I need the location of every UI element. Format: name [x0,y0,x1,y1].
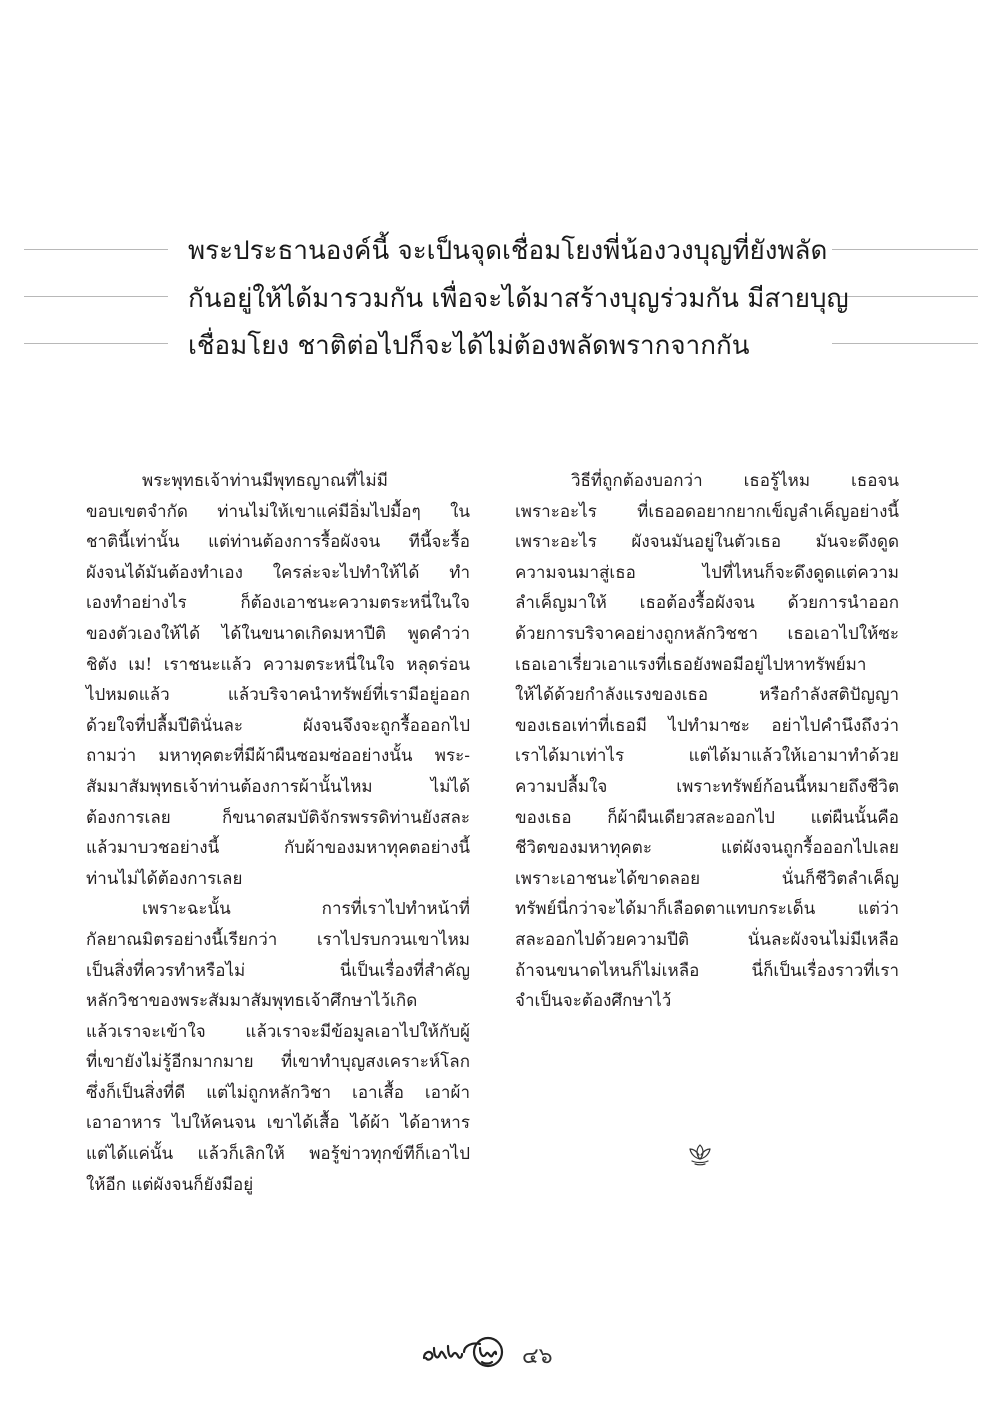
paragraph-line: เราได้มาเท่าไร แต่ได้มาแล้วให้เอามาทำด้วย [515,746,899,767]
paragraph-line: เอาอาหาร ไปให้คนจน เขาได้เสื้อ ได้ผ้า ได้อาหาร [86,1113,470,1134]
paragraph-line: ของเธอเท่าที่เธอมี ไปทำมาซะ อย่าไปคำนึงถึงว่า [515,715,899,736]
paragraph-line: วิธีที่ถูกต้องบอกว่า เธอรู้ไหม เธอจน [571,471,899,491]
paragraph-line: ต้องการเลย ก็ขนาดสมบัติจักรพรรดิท่านยังสละ [86,807,470,828]
paragraph-line: ให้อีก แต่ผังจนก็ยังมีอยู่ [86,1174,254,1195]
paragraph-line: แล้วมาบวชอย่างนี้ กับผ้าของมหาทุคตอย่างนี้ [86,838,470,859]
left-column [86,466,470,1200]
quote-rule-right-3 [832,343,978,344]
paragraph-line: แล้วเราจะเข้าใจ แล้วเราจะมีข้อมูลเอาไปให้กับผู้ [86,1021,470,1042]
quote-rule-right-1 [832,249,978,250]
quote-rule-left-3 [24,343,168,344]
paragraph-line: ชาตินี้เท่านั้น แต่ท่านต้องการรื้อผังจน ทีนี้จะรื้อ [86,532,470,553]
paragraph-line: หลักวิชาของพระสัมมาสัมพุทธเจ้าศึกษาไว้เกิด [86,991,418,1012]
paragraph-line: เป็นสิ่งที่ควรทำหรือไม่ นี่เป็นเรื่องที่สำคัญ [86,960,470,981]
paragraph-line: เพราะอะไร ที่เธออดอยากยากเข็ญลำเค็ญอย่างนี้ [515,501,899,522]
paragraph-line: ลำเค็ญมาให้ เธอต้องรื้อผังจน ด้วยการนำออก [515,593,899,614]
paragraph-line: ที่เขายังไม่รู้อีกมากมาย ที่เขาทำบุญสงเคราะห์โลก [86,1052,470,1073]
pull-quote-line: พระประธานองค์นี้ จะเป็นจุดเชื่อมโยงพี่น้องวงบุญที่ยังพลัด [188,236,828,266]
pull-quote-line: กันอยู่ให้ได้มารวมกัน เพื่อจะได้มาสร้างบุญร่วมกัน มีสายบุญ [188,283,849,314]
pull-quote [188,228,849,371]
quote-rule-right-2 [832,296,978,297]
paragraph-line: ของตัวเองให้ได้ ได้ในขนาดเกิดมหาปีติ พูดคำว่า [86,623,470,644]
paragraph-line: เพราะฉะนั้น การที่เราไปทำหน้าที่ [142,899,470,920]
paragraph-line: ความจนมาสู่เธอ ไปที่ไหนก็จะดึงดูดแต่ความ [515,562,899,583]
paragraph-line: ขอบเขตจำกัด ท่านไม่ให้เขาแค่มีอิ่มไปมื้อๆ ใน [86,501,470,522]
paragraph-line: เองทำอย่างไร ก็ต้องเอาชนะความตระหนี่ในใจ [86,593,470,614]
paragraph-line: ถามว่า มหาทุคตะที่มีผ้าผืนซอมซ่ออย่างนั้น พระ- [86,746,470,767]
brand-logo-icon [418,1334,528,1370]
paragraph-line: เพราะเอาชนะได้ขาดลอย นั่นก็ชีวิตลำเค็ญ [515,868,899,889]
paragraph-line: กัลยาณมิตรอย่างนี้เรียกว่า เราไปรบกวนเขาไหม [86,929,470,950]
paragraph-line: เพราะอะไร ผังจนมันอยู่ในตัวเธอ มันจะดึงดูด [515,532,899,553]
paragraph-line: ทรัพย์นี่กว่าจะได้มาก็เลือดตาแทบกระเด็น แต่ว่า [515,899,899,920]
pull-quote-line: เชื่อมโยง ชาติต่อไปก็จะได้ไม่ต้องพลัดพรากจากกัน [188,331,750,361]
paragraph-line: แต่ได้แค่นั้น แล้วก็เลิกให้ พอรู้ข่าวทุกข์ทีก็เอาไป [86,1144,470,1165]
page-footer [418,1330,578,1374]
paragraph-line: ชิตัง เม! เราชนะแล้ว ความตระหนี่ในใจ หลุดร่อน [86,654,470,675]
paragraph-line: สัมมาสัมพุทธเจ้าท่านต้องการผ้านั้นไหม ไม่ได้ [86,776,470,797]
paragraph-line: สละออกไปด้วยความปีติ นั่นละผังจนไม่มีเหลือ [515,929,899,950]
paragraph-line: ชีวิตของมหาทุคตะ แต่ผังจนถูกรื้อออกไปเลย [515,838,899,859]
paragraph-line: พระพุทธเจ้าท่านมีพุทธญาณที่ไม่มี [142,471,388,491]
right-column [515,466,899,1017]
paragraph-line: ด้วยใจที่ปลื้มปีตินั่นละ ผังจนจึงจะถูกรื้อออกไป [86,715,470,736]
paragraph-line: ให้ได้ด้วยกำลังแรงของเธอ หรือกำลังสติปัญญา [515,685,899,706]
paragraph-line: ถ้าจนขนาดไหนก็ไม่เหลือ นี่ก็เป็นเรื่องราวที่เรา [515,960,899,981]
paragraph-line: ด้วยการบริจาคอย่างถูกหลักวิชชา เธอเอาไปให้ซะ [515,623,899,644]
quote-rule-left-2 [24,296,168,297]
paragraph-line: ของเธอ ก็ผ้าผืนเดียวสละออกไป แต่ผืนนั้นคือ [515,807,899,828]
paragraph-line: ไปหมดแล้ว แล้วบริจาคนำทรัพย์ที่เรามีอยู่ออก [86,685,470,706]
quote-rule-left-1 [24,249,168,250]
paragraph-line: ซึ่งก็เป็นสิ่งที่ดี แต่ไม่ถูกหลักวิชา เอาเสื้อ เอาผ้า [86,1082,470,1103]
paragraph-line: ความปลื้มใจ เพราะทรัพย์ก้อนนี้หมายถึงชีวิต [515,776,899,797]
paragraph-line: เธอเอาเรี่ยวเอาแรงที่เธอยังพอมีอยู่ไปหาทรัพย์มา [515,654,867,675]
lotus-ornament-icon [686,1140,714,1168]
paragraph-line: ท่านไม่ได้ต้องการเลย [86,868,243,889]
page-number: ๔๖ [522,1344,553,1369]
paragraph-line: จำเป็นจะต้องศึกษาไว้ [515,991,672,1012]
paragraph-line: ผังจนได้มันต้องทำเอง ใครล่ะจะไปทำให้ได้ ทำ [86,562,470,583]
